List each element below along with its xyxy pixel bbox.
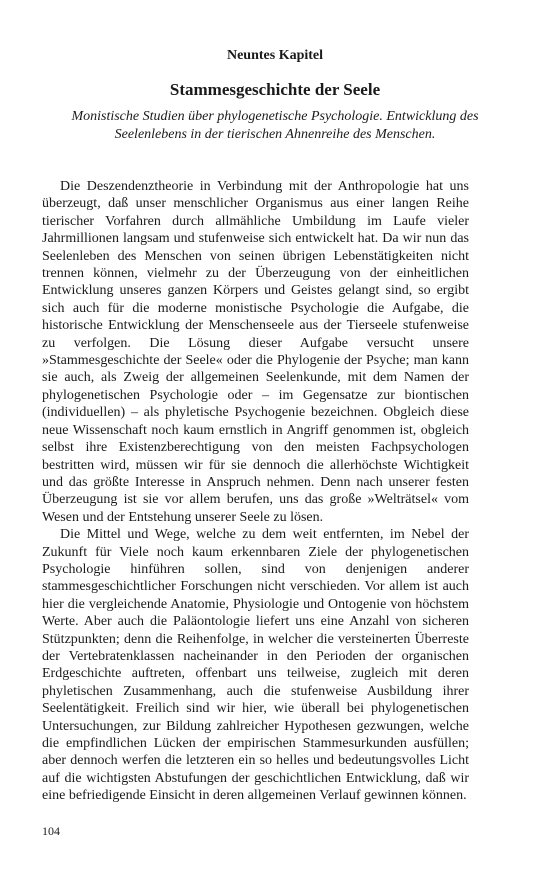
page-number: 104 xyxy=(42,824,60,838)
chapter-label: Neuntes Kapitel xyxy=(226,48,324,63)
chapter-subtitle: Monistische Studien über phylogenetische Psychologie. Entwicklung des Seelenlebens in der tierischen Ahnenreihe des Menschen. xyxy=(71,109,479,142)
paragraph: Die Mittel und Wege, welche zu dem weit entfernten, im Nebel der Zukunft für Viele noch kaum erkennbaren Ziele der phylogenetischen Psychologie hinführen sollen, sind von denjenigen anderer stammesgeschichtlicher Forschungen nicht verschieden. Vor allem ist auch hier die vergleichende Anatomie, Physiologie und Ontogenie von höchstem Werte. Aber auch die Paläontologie liefert uns eine Anzahl von sicheren Stützpunkten; denn die Reihenfolge, in welcher die versteinerten Überreste der Vertebratenklassen nacheinander in den Perioden der organischen Erdgeschichte auftreten, offenbart uns teilweise, zugleich mit deren phyletischen Zusammenhang, auch die stufenweise Ausbildung ihrer Seelentätigkeit. Freilich sind wir hier, wie überall bei phylogenetischen Untersuchungen, zur Bildung zahlreicher Hypothesen gezwungen, welche die empfindlichen Lücken der empirischen Stammesurkunden ausfüllen; aber dennoch werfen die letzteren ein so helles und bedeutungsvolles Licht auf die wichtigsten Abstufungen der geschichtlichen Entwicklung, daß wir eine befriedigende Einsicht in deren allgemeinen Verlauf gewinnen können. xyxy=(42,527,469,804)
paragraph: Die Deszendenztheorie in Verbindung mit der Anthropologie hat uns überzeugt, daß unser menschlicher Organismus aus einer langen Reihe tierischer Vorfahren durch allmähliche Umbildung im Laufe vieler Jahrmillionen langsam und stufenweise sich entwickelt hat. Da wir nun das Seelenleben des Menschen von seinen übrigen Lebenstätigkeiten nicht trennen können, vielmehr zu der Überzeugung von der einheitlichen Entwicklung unseres ganzen Körpers und Geistes gelangt sind, so ergibt sich auch für die moderne monistische Psychologie die Aufgabe, die historische Entwicklung der Menschenseele aus der Tierseele stufenweise zu verfolgen. Die Lösung dieser Aufgabe versucht unsere »Stammesgeschichte der Seele« oder die Phylogenie der Psyche; man kann sie auch, als Zweig der allgemeinen Seelenkunde, mit dem Namen der phylogenetischen Psychologie oder – im Gegensatze zur biontischen (individuellen) – als phyletische Psychogenie bezeichnen. Obgleich diese neue Wissenschaft noch kaum ernstlich in Angriff genommen ist, obgleich selbst ihre Existenzberechtigung von den meisten Fachpsychologen bestritten wird, müssen wir für sie dennoch die allerhöchste Wichtigkeit und das größte Interesse in Anspruch nehmen. Denn nach unserer festen Überzeugung ist sie vor allem berufen, uns das große »Welträtsel« vom Wesen und der Entstehung unserer Seele zu lösen. xyxy=(42,179,469,525)
body-text xyxy=(42,178,469,805)
chapter-title: Stammesgeschichte der Seele xyxy=(169,80,381,99)
